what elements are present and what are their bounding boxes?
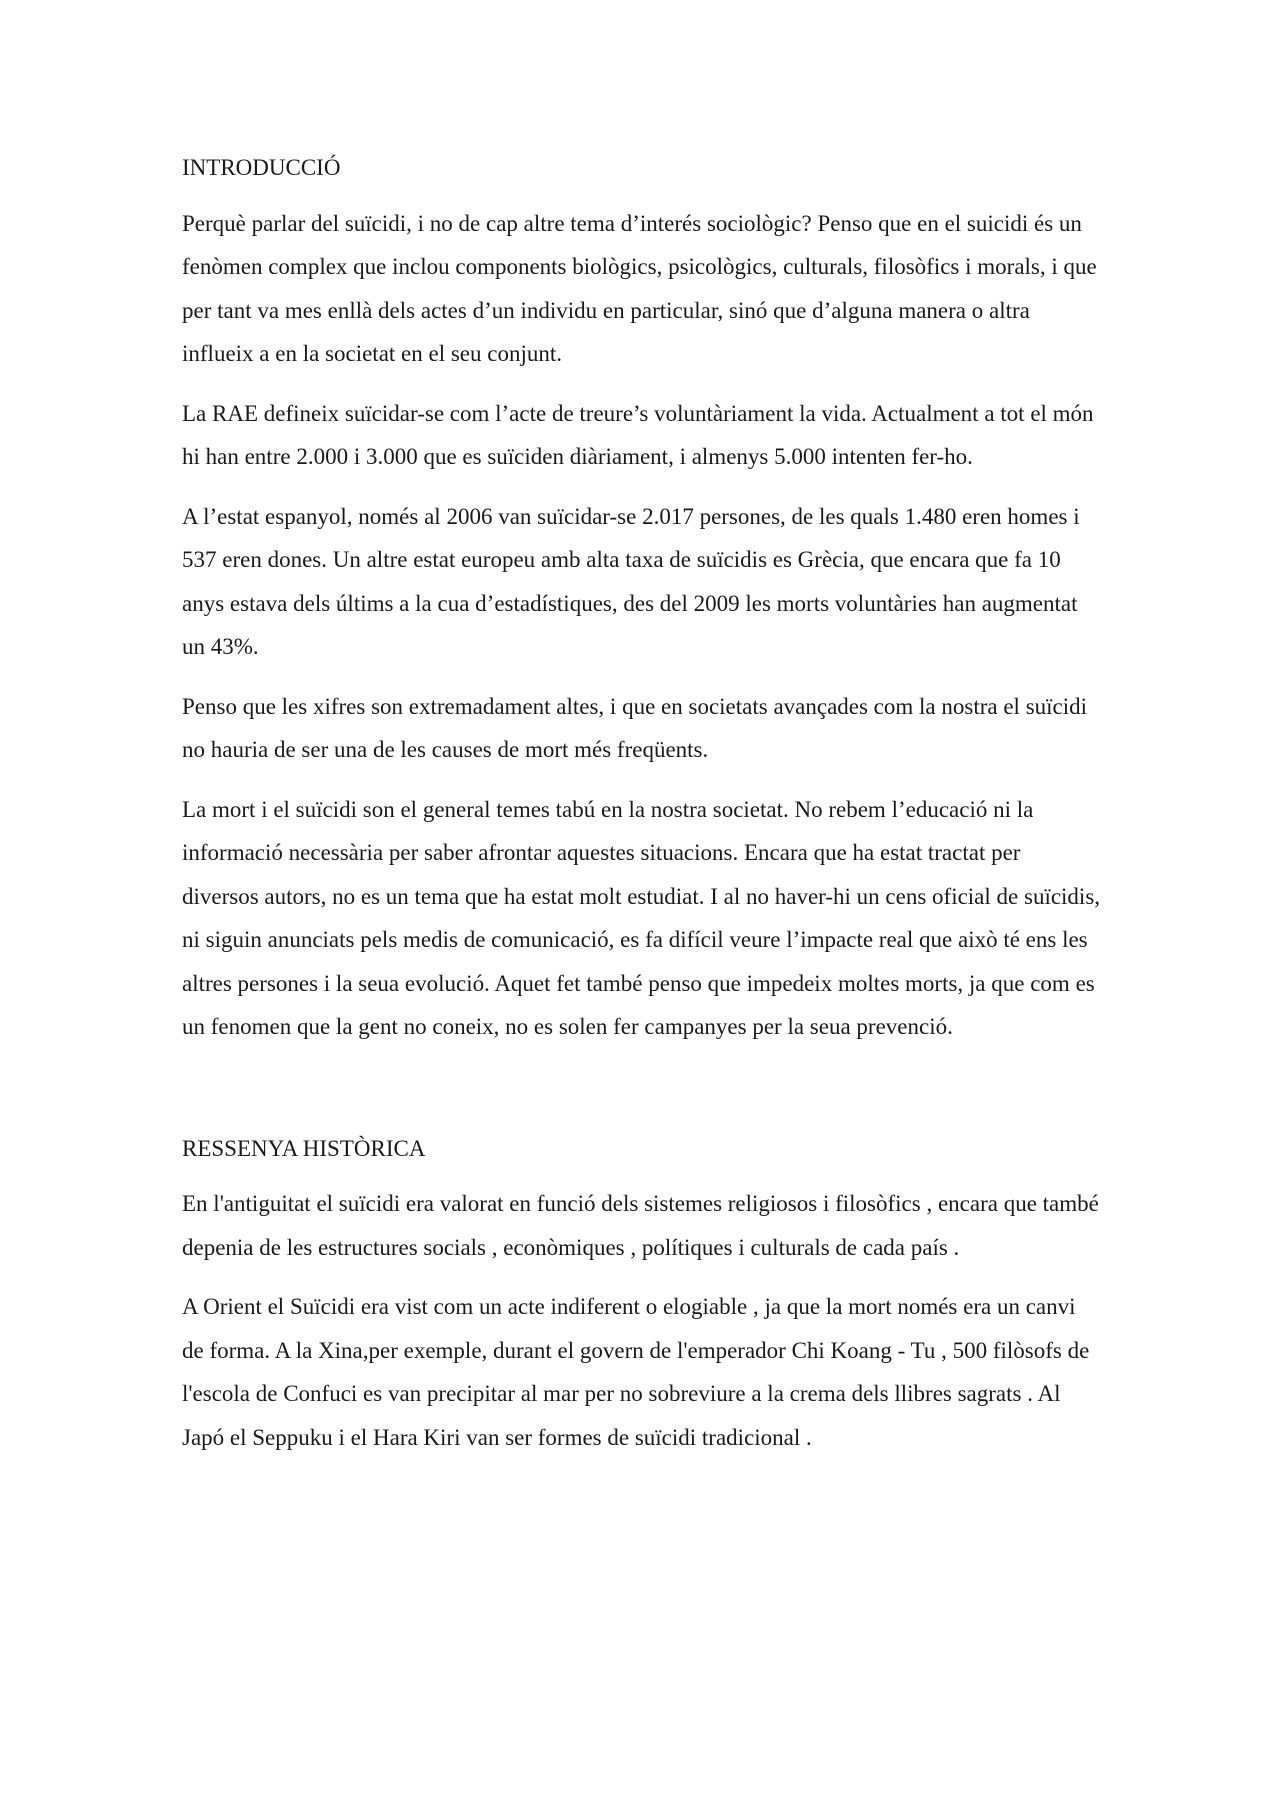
document-body: [182, 146, 1102, 1475]
paragraph: A l’estat espanyol, només al 2006 van suïcidar-se 2.017 persones, de les quals 1.480 eren homes i 537 eren dones. Un altre estat europeu amb alta taxa de suïcidis es Grècia, que encara que fa 10 anys estava dels últims a la cua d’estadístiques, des del 2009 les morts voluntàries han augmentat un 43%.: [182, 503, 1080, 659]
section-heading-introduccio: INTRODUCCIÓ: [182, 155, 341, 180]
paragraph: En l'antiguitat el suïcidi era valorat en funció dels sistemes religiosos i filosòfics , encara que també depenia de les estructures socials , econòmiques , polítiques i culturals de cada país .: [182, 1191, 1099, 1260]
paragraph: Penso que les xifres son extremadament altes, i que en societats avançades com la nostra el suïcidi no hauria de ser una de les causes de mort més freqüents.: [182, 693, 1088, 762]
paragraph: Perquè parlar del suïcidi, i no de cap altre tema d’interés sociològic? Penso que en el suicidi és un fenòmen complex que inclou components biològics, psicològics, culturals, filosòfics i morals, i que per tant va mes enllà dels actes d’un individu en particular, sinó que d’alguna manera o altra influeix a en la societat en el seu conjunt.: [182, 210, 1097, 366]
section-heading-ressenya-historica: RESSENYA HISTÒRICA: [182, 1135, 426, 1161]
paragraph: A Orient el Suïcidi era vist com un acte indiferent o elogiable , ja que la mort només era un canvi de forma. A la Xina,per exemple, durant el govern de l'emperador Chi Koang - Tu , 500 filòsofs de l'escola de Confuci es van precipitar al mar per no sobreviure a la crema dels llibres sagrats . Al Japó el Seppuku i el Hara Kiri van ser formes de suïcidi tradicional .: [182, 1294, 1090, 1450]
section-spacer: [182, 1065, 1102, 1127]
paragraph: La RAE defineix suïcidar-se com l’acte de treure’s voluntàriament la vida. Actualment a tot el món hi han entre 2.000 i 3.000 que es suïciden diàriament, i almenys 5.000 intenten fer-ho.: [182, 400, 1094, 469]
paragraph: La mort i el suïcidi son el general temes tabú en la nostra societat. No rebem l’educació ni la informació necessària per saber afrontar aquestes situacions. Encara que ha estat tractat per diversos autors, no es un tema que ha estat molt estudiat. I al no haver-hi un cens oficial de suïcidis, ni siguin anunciats pels medis de comunicació, es fa difícil veure l’impacte real que això té ens les altres persones i la seua evolució. Aquet fet també penso que impedeix moltes morts, ja que com es un fenomen que la gent no coneix, no es solen fer campanyes per la seua prevenció.: [182, 796, 1101, 1039]
